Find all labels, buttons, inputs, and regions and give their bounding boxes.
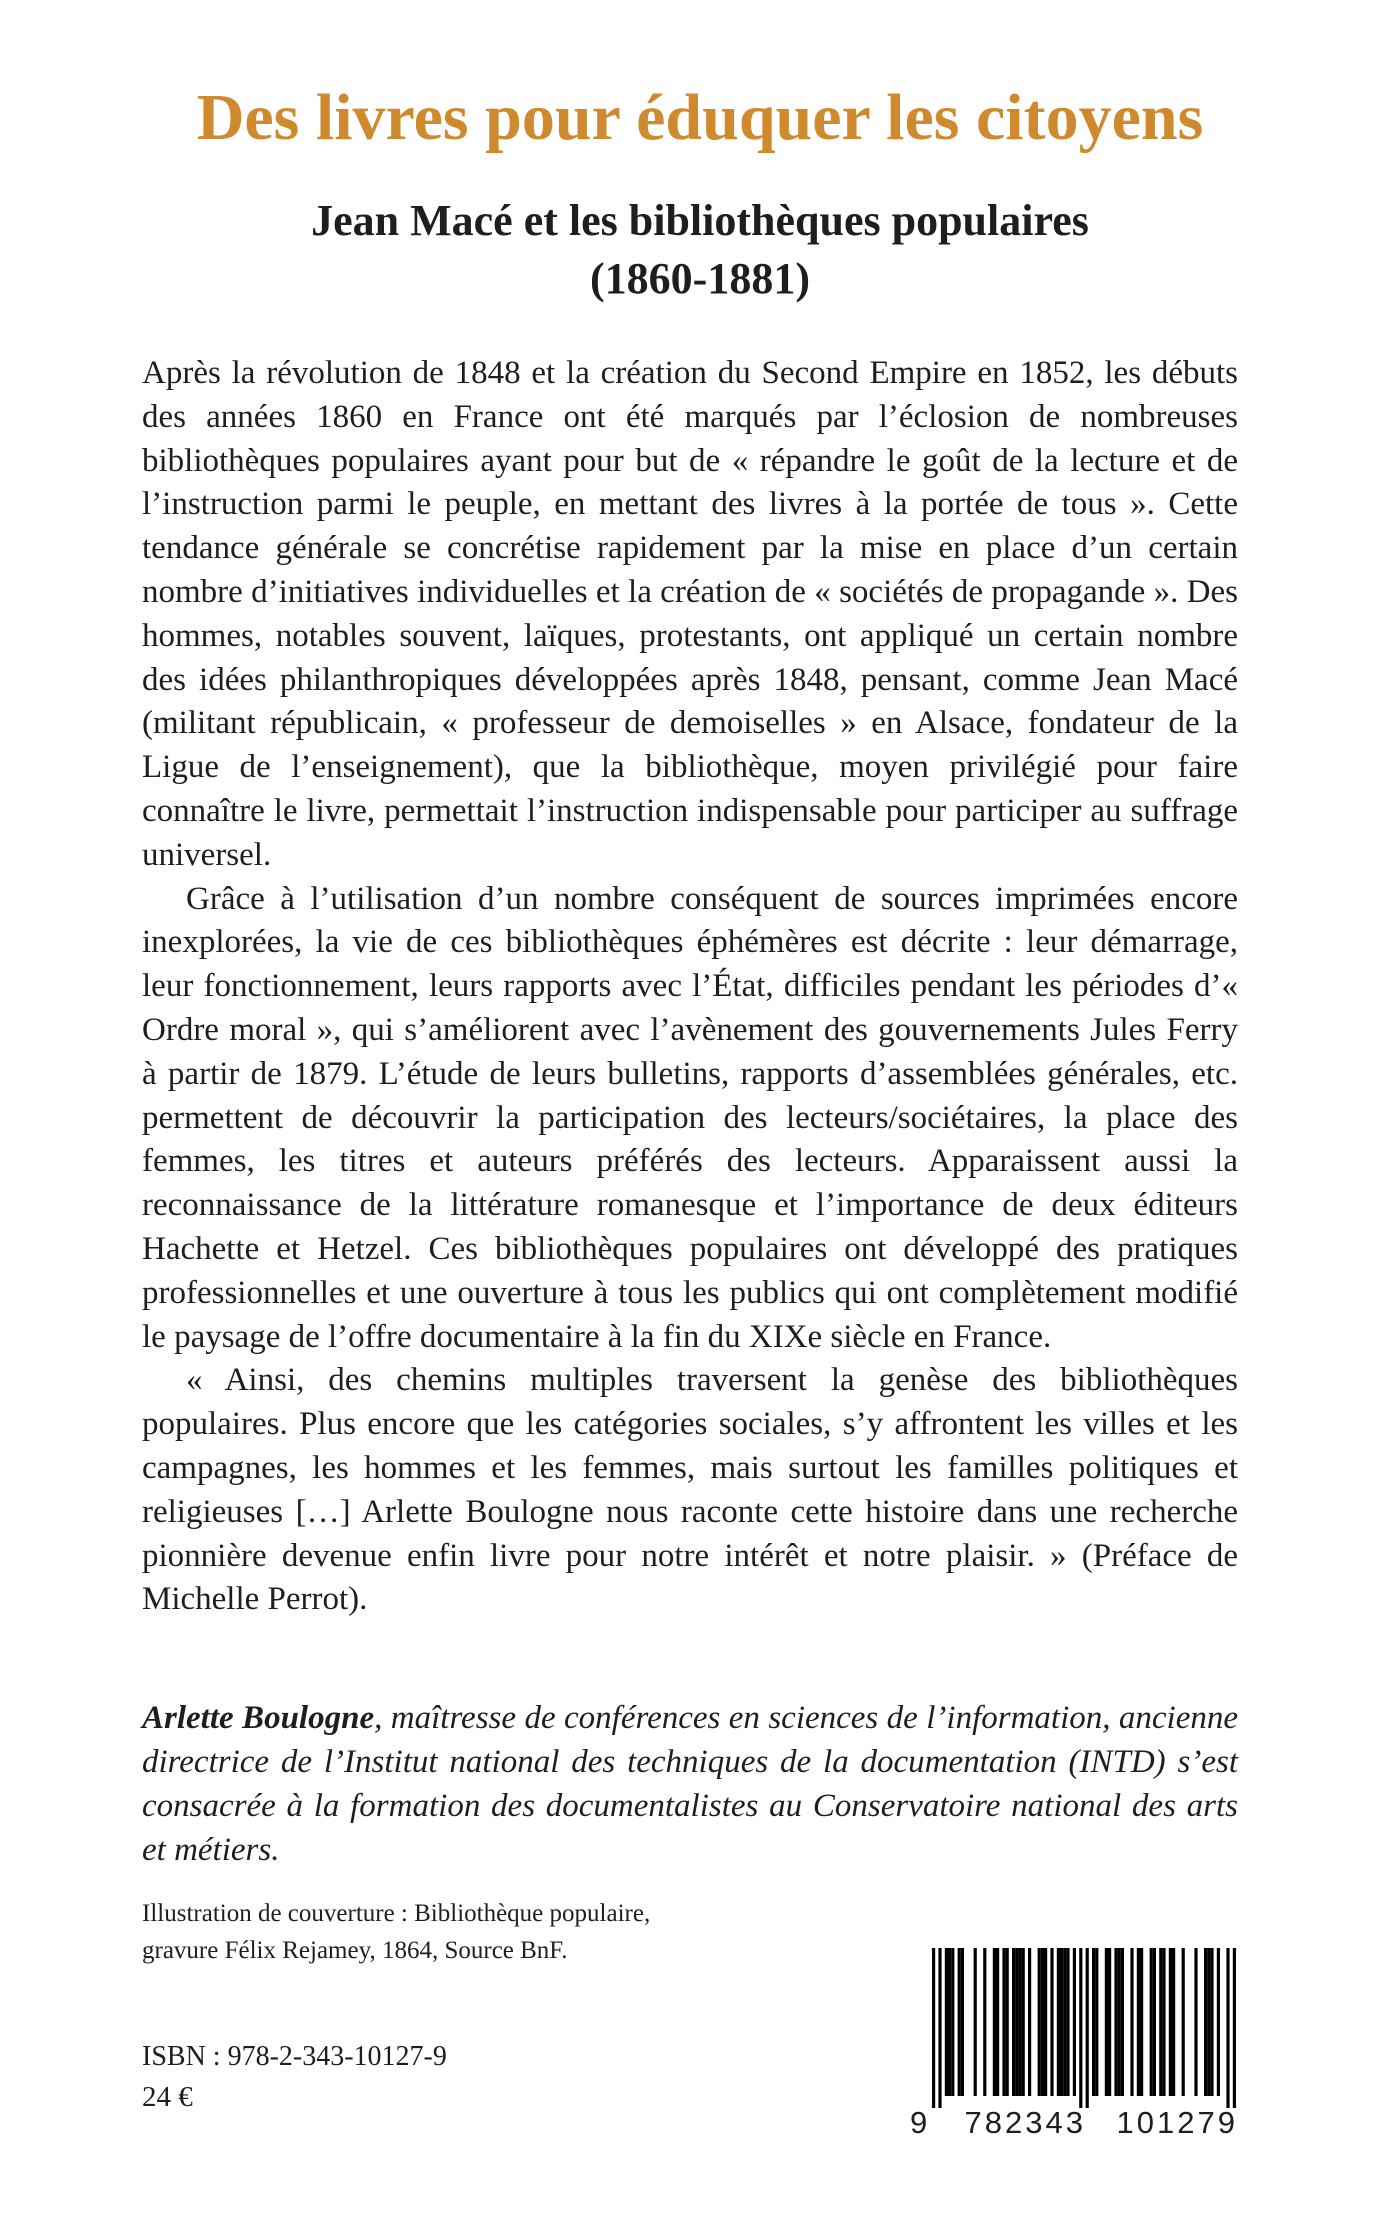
blurb — [142, 352, 1238, 1622]
barcode-bar — [974, 1948, 977, 2096]
barcode-bar — [948, 1948, 951, 2096]
barcode-bar — [951, 1948, 954, 2096]
barcode-right-digits: 101279 — [1116, 2105, 1238, 2140]
barcode-bar — [1002, 1948, 1005, 2096]
author-description: , maîtresse de conférences en sciences de l’information, ancienne directrice de l’Institut national des techniques de la documentation (INTD) s’est consacrée à la formation des documentalistes au Conservatoire national des arts et métiers. — [142, 1700, 1239, 1868]
isbn: ISBN : 978-2-343-10127-9 — [142, 2041, 447, 2072]
blurb-paragraph-3: « Ainsi, des chemins multiples traversent la genèse des bibliothèques populaires. Plus encore que les catégories sociales, s’y affrontent les villes et les campagnes, les hommes et les femmes, mais surtout les familles politiques et religieuses […] Arlette Boulogne nous raconte cette histoire dans une recherche pionnière devenue enfin livre pour notre intérêt et notre plaisir. » (Préface de Michelle Perrot). — [142, 1362, 1238, 1618]
barcode-bar — [1121, 1948, 1124, 2096]
barcode-bar — [1105, 1948, 1108, 2096]
barcode-bar — [1079, 1948, 1082, 2108]
barcode-bar — [1015, 1948, 1018, 2096]
barcode-bar — [1041, 1948, 1044, 2096]
barcode-bar — [1233, 1948, 1236, 2108]
barcode-bar — [1159, 1948, 1162, 2096]
barcode-bar — [1022, 1948, 1025, 2096]
barcode-bar — [1060, 1948, 1063, 2096]
barcode-digits — [910, 2106, 1238, 2140]
barcode-bar — [1153, 1948, 1156, 2096]
barcode-bar — [996, 1948, 999, 2096]
barcode-bar — [1204, 1948, 1207, 2096]
cover-credits — [142, 1895, 782, 1969]
barcode-bar — [993, 1948, 996, 2096]
barcode-bar — [932, 1948, 935, 2108]
barcode-bar — [1210, 1948, 1213, 2096]
barcode-bar — [1006, 1948, 1009, 2096]
barcode-bar — [1150, 1948, 1153, 2096]
barcode-bar — [961, 1948, 964, 2096]
barcode-bar — [1066, 1948, 1069, 2096]
barcode-bar — [1018, 1948, 1021, 2096]
barcode-bar — [1172, 1948, 1175, 2096]
barcode-left-digits: 782343 — [964, 2105, 1086, 2140]
book-title: Des livres pour éduquer les citoyens — [196, 81, 1204, 154]
barcode-bar — [1073, 1948, 1076, 2096]
barcode-bar — [938, 1948, 941, 2108]
barcode-bar — [1207, 1948, 1210, 2096]
barcode-bar — [1028, 1948, 1031, 2096]
book-subtitle — [0, 192, 1400, 308]
author-name: Arlette Boulogne — [142, 1700, 375, 1736]
barcode-bar — [1108, 1948, 1111, 2096]
barcode — [910, 1948, 1238, 2146]
barcode-bars — [910, 1948, 1238, 2108]
barcode-bar — [1140, 1948, 1143, 2096]
barcode-bar — [1050, 1948, 1053, 2096]
barcode-bar — [1038, 1948, 1041, 2096]
barcode-first-digit: 9 — [910, 2105, 928, 2140]
barcode-bar — [1226, 1948, 1229, 2108]
barcode-bar — [1057, 1948, 1060, 2096]
blurb-paragraph-1: Après la révolution de 1848 et la création du Second Empire en 1852, les débuts des années 1860 en France ont été marqués par l’éclosion de nombreuses bibliothèques populaires ayant pour but de « répandre le goût de la lecture et de l’instruction parmi le peuple, en mettant des livres à la portée de tous ». Cette tendance générale se concrétise rapidement par la mise en place d’un certain nombre d’initiatives individuelles et la création de « sociétés de propagande ». Des hommes, notables souvent, laïques, protestants, ont appliqué un certain nombre des idées philanthropiques développées après 1848, pensant, comme Jean Macé (militant républicain, « professeur de demoiselles » en Alsace, fondateur de la Ligue de l’enseignement), que la bibliothèque, moyen privilégié pour faire connaître le livre, permettait l’instruction indispensable pour participer au suffrage universel. — [142, 355, 1238, 873]
barcode-bar — [1182, 1948, 1185, 2096]
blurb-paragraph-2: Grâce à l’utilisation d’un nombre conséquent de sources imprimées encore inexplorées, la vie de ces bibliothèques éphémères est décrite : leur démarrage, leur fonctionnement, leurs rapports avec l’État, difficiles pendant les périodes d’« Ordre moral », qui s’améliorent avec l’avènement des gouvernements Jules Ferry à partir de 1879. L’étude de leurs bulletins, rapports d’assemblées générales, etc. permettent de découvrir la participation des lecteurs/sociétaires, la place des femmes, les titres et auteurs préférés des lecteurs. Apparaissent aussi la reconnaissance de la littérature romanesque et l’importance de deux éditeurs Hachette et Hetzel. Ces bibliothèques populaires ont développé des pratiques professionnelles et une ouverture à tous les publics qui ont complètement modifié le paysage de l’offre documentaire à la fin du XIXe siècle en France. — [142, 880, 1238, 1355]
barcode-bar — [958, 1948, 961, 2096]
barcode-bar — [1063, 1948, 1066, 2096]
barcode-bar — [1086, 1948, 1089, 2108]
barcode-bar — [1118, 1948, 1121, 2096]
barcode-bar — [1044, 1948, 1047, 2096]
barcode-bar — [1162, 1948, 1165, 2096]
barcode-bar — [1130, 1948, 1133, 2096]
price: 24 € — [142, 2081, 193, 2113]
barcode-bar — [1095, 1948, 1098, 2096]
barcode-bar — [1137, 1948, 1140, 2096]
subtitle-line-2: (1860-1881) — [590, 254, 810, 303]
credits-line-1: Illustration de couverture : Bibliothèque populaire, — [142, 1900, 651, 1927]
barcode-bar — [1194, 1948, 1197, 2096]
author-bio — [142, 1696, 1238, 1872]
barcode-bar — [1012, 1948, 1015, 2096]
barcode-bar — [1092, 1948, 1095, 2096]
barcode-bar — [1217, 1948, 1220, 2096]
credits-line-2: gravure Félix Rejamey, 1864, Source BnF. — [142, 1937, 568, 1964]
subtitle-line-1: Jean Macé et les bibliothèques populaires — [311, 196, 1089, 245]
barcode-bar — [1169, 1948, 1172, 2096]
barcode-bar — [983, 1948, 986, 2096]
barcode-bar — [945, 1948, 948, 2096]
barcode-bar — [1114, 1948, 1117, 2096]
